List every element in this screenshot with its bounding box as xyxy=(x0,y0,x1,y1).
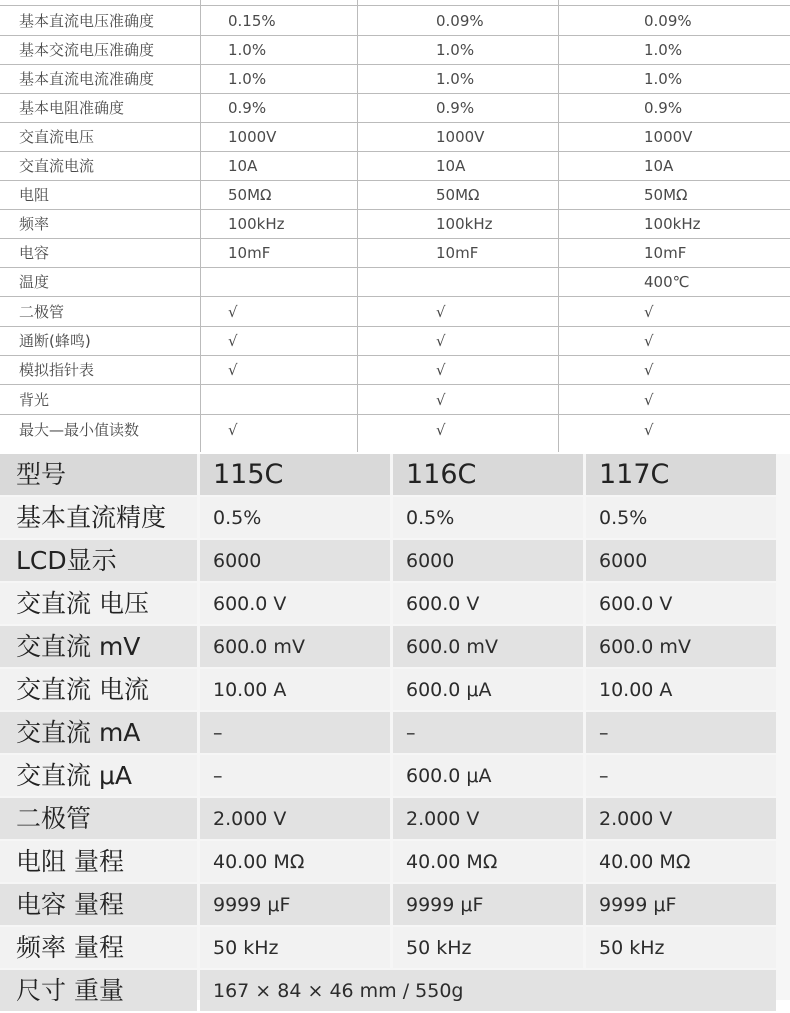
model-115c-header: 115C xyxy=(200,454,390,495)
cell-value: 2.000 V xyxy=(393,798,583,839)
cell-value: 9999 μF xyxy=(200,884,390,925)
cell-value: 400℃ xyxy=(644,273,690,291)
table-row xyxy=(0,927,776,970)
cell-value: 600.0 V xyxy=(393,583,583,624)
cell-value: 0.9% xyxy=(436,99,475,117)
cell-value: 10A xyxy=(436,157,466,175)
cell-value: 50 kHz xyxy=(393,927,583,968)
row-label: 背光 xyxy=(19,391,50,409)
cell-value: 1.0% xyxy=(228,41,267,59)
cell-value: – xyxy=(200,712,390,753)
row-label: 基本交流电压准确度 xyxy=(19,41,155,59)
table-row xyxy=(0,798,776,841)
cell-value: 40.00 MΩ xyxy=(586,841,776,882)
row-label: LCD显示 xyxy=(0,540,197,581)
cell-value: 0.15% xyxy=(228,12,276,30)
cell-value: 600.0 V xyxy=(200,583,390,624)
cell-value: 6000 xyxy=(393,540,583,581)
check-mark: √ xyxy=(644,421,654,439)
row-label: 通断(蜂鸣) xyxy=(19,332,91,350)
cell-value: 600.0 μA xyxy=(393,669,583,710)
check-mark: √ xyxy=(644,303,654,321)
row-label: 电阻 量程 xyxy=(0,841,197,882)
cell-value: 1.0% xyxy=(644,41,683,59)
cell-value: 50 kHz xyxy=(200,927,390,968)
cell-value: 1.0% xyxy=(436,70,475,88)
cell-value: 100kHz xyxy=(644,215,701,233)
cell-value: 2.000 V xyxy=(586,798,776,839)
row-label: 交直流电流 xyxy=(19,157,95,175)
table-row xyxy=(0,93,790,123)
check-mark: √ xyxy=(436,332,446,350)
row-label: 模拟指针表 xyxy=(19,361,95,379)
cell-value: 50MΩ xyxy=(436,186,480,204)
cell-value: 0.09% xyxy=(436,12,484,30)
table-row xyxy=(0,385,790,415)
row-label: 电阻 xyxy=(19,186,50,204)
check-mark: √ xyxy=(228,361,238,379)
model-116c-header: 116C xyxy=(393,454,583,495)
check-mark: √ xyxy=(228,421,238,439)
table-row xyxy=(0,755,776,798)
cell-value: 600.0 mV xyxy=(200,626,390,667)
row-label: 交直流 电流 xyxy=(0,669,197,710)
check-mark: √ xyxy=(644,332,654,350)
table-row xyxy=(0,35,790,65)
check-mark: √ xyxy=(436,391,446,409)
table-row xyxy=(0,712,776,755)
cell-value: 9999 μF xyxy=(393,884,583,925)
cell-value: 1.0% xyxy=(228,70,267,88)
row-label: 交直流 mV xyxy=(0,626,197,667)
row-label: 基本直流精度 xyxy=(0,497,197,538)
row-label: 频率 xyxy=(19,215,50,233)
cell-value: – xyxy=(393,712,583,753)
header-label: 型号 xyxy=(0,454,197,495)
table-row xyxy=(0,626,776,669)
cell-value: 1000V xyxy=(228,128,277,146)
cell-value: 600.0 V xyxy=(586,583,776,624)
table-row xyxy=(0,64,790,94)
cell-value: 0.5% xyxy=(586,497,776,538)
cell-value: 100kHz xyxy=(436,215,493,233)
cell-value: 100kHz xyxy=(228,215,285,233)
check-mark: √ xyxy=(436,421,446,439)
cell-value: 10A xyxy=(644,157,674,175)
cell-value: 9999 μF xyxy=(586,884,776,925)
table-row xyxy=(0,151,790,181)
cell-value: 0.09% xyxy=(644,12,692,30)
table-row xyxy=(0,540,776,583)
cell-value: 1000V xyxy=(436,128,485,146)
table-row xyxy=(0,884,776,927)
cell-value: 50MΩ xyxy=(228,186,272,204)
cell-value: 0.9% xyxy=(228,99,267,117)
model-117c-header: 117C xyxy=(586,454,776,495)
cell-value: 600.0 μA xyxy=(393,755,583,796)
cell-value: 1000V xyxy=(644,128,693,146)
check-mark: √ xyxy=(644,391,654,409)
check-mark: √ xyxy=(228,303,238,321)
table-row xyxy=(0,415,790,444)
check-mark: √ xyxy=(228,332,238,350)
cell-value: 50MΩ xyxy=(644,186,688,204)
row-label: 电容 xyxy=(19,244,50,262)
table-row xyxy=(0,841,776,884)
table-row xyxy=(0,497,776,540)
row-label: 二极管 xyxy=(0,798,197,839)
table-row xyxy=(0,238,790,268)
table-row xyxy=(0,355,790,385)
row-label: 基本直流电压准确度 xyxy=(19,12,155,30)
cell-value: 6000 xyxy=(586,540,776,581)
check-mark: √ xyxy=(644,361,654,379)
cell-value: 1.0% xyxy=(644,70,683,88)
table-row xyxy=(0,970,776,1013)
check-mark: √ xyxy=(436,361,446,379)
table-row xyxy=(0,583,776,626)
row-label: 交直流电压 xyxy=(19,128,95,146)
table-row xyxy=(0,122,790,152)
row-label: 频率 量程 xyxy=(0,927,197,968)
cell-value: 600.0 mV xyxy=(393,626,583,667)
table-row xyxy=(0,326,790,356)
cell-value: 10mF xyxy=(436,244,479,262)
row-label: 交直流 μA xyxy=(0,755,197,796)
cell-value: 600.0 mV xyxy=(586,626,776,667)
cell-value: 0.9% xyxy=(644,99,683,117)
row-label: 电容 量程 xyxy=(0,884,197,925)
table-row xyxy=(0,6,790,36)
cell-value: 0.5% xyxy=(200,497,390,538)
cell-value: 10.00 A xyxy=(200,669,390,710)
cell-value: 0.5% xyxy=(393,497,583,538)
cell-value: 6000 xyxy=(200,540,390,581)
table-header-row xyxy=(0,454,776,497)
table-row xyxy=(0,180,790,210)
cell-value: – xyxy=(586,712,776,753)
spec-table-bottom xyxy=(0,454,790,1005)
cell-value: 40.00 MΩ xyxy=(393,841,583,882)
table-row xyxy=(0,267,790,297)
cell-value: 10mF xyxy=(228,244,271,262)
table-row xyxy=(0,209,790,239)
row-label: 基本电阻准确度 xyxy=(19,99,125,117)
row-label: 基本直流电流准确度 xyxy=(19,70,155,88)
row-label: 最大—最小值读数 xyxy=(19,421,140,439)
cell-value: – xyxy=(586,755,776,796)
row-label: 交直流 电压 xyxy=(0,583,197,624)
cell-value: 1.0% xyxy=(436,41,475,59)
cell-value: 50 kHz xyxy=(586,927,776,968)
cell-value: – xyxy=(200,755,390,796)
spec-table-top xyxy=(0,0,790,452)
size-weight-value: 167 × 84 × 46 mm / 550g xyxy=(200,970,776,1011)
cell-value: 40.00 MΩ xyxy=(200,841,390,882)
cell-value: 10.00 A xyxy=(586,669,776,710)
row-label: 二极管 xyxy=(19,303,65,321)
row-label: 交直流 mA xyxy=(0,712,197,753)
table-row xyxy=(0,669,776,712)
row-label: 尺寸 重量 xyxy=(0,970,197,1011)
cell-value: 2.000 V xyxy=(200,798,390,839)
check-mark: √ xyxy=(436,303,446,321)
table-row xyxy=(0,297,790,327)
row-label: 温度 xyxy=(19,273,50,291)
cell-value: 10mF xyxy=(644,244,687,262)
cell-value: 10A xyxy=(228,157,258,175)
